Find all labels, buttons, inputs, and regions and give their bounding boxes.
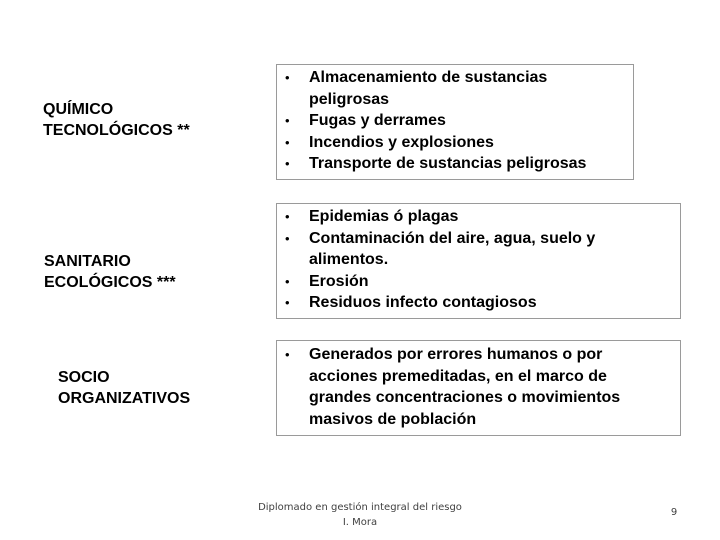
- list-item: [285, 153, 627, 175]
- footer-author: I. Mora: [342, 517, 378, 528]
- bullet-icon: •: [285, 113, 290, 128]
- list-item-line: Erosión: [309, 272, 369, 290]
- bullet-icon: •: [285, 273, 290, 289]
- list-item: [285, 110, 627, 132]
- bullet-icon: •: [285, 70, 290, 85]
- list-item: [285, 228, 674, 271]
- list-item-line: masivos de población: [309, 410, 477, 428]
- list-item-line: Contaminación del aire, agua, suelo y: [309, 229, 596, 247]
- footer-course-name: Diplomado en gestión integral del riesgo: [258, 502, 462, 513]
- list-item-line: Incendios y explosiones: [309, 133, 494, 151]
- category-label-quimico: [43, 99, 190, 141]
- bullet-icon: •: [285, 156, 290, 171]
- bullet-icon: •: [285, 230, 290, 246]
- list-item-line: peligrosas: [309, 90, 390, 108]
- list-item: [285, 292, 674, 314]
- risk-list: [285, 344, 674, 430]
- risk-list: [285, 67, 627, 175]
- category-label-line: ORGANIZATIVOS: [58, 390, 191, 407]
- risk-list-box-sanitario: [276, 203, 681, 319]
- list-item-line: Fugas y derrames: [309, 112, 446, 129]
- list-item: [285, 132, 627, 154]
- list-item-line: Transporte de sustancias peligrosas: [309, 155, 587, 172]
- list-item: [285, 206, 674, 228]
- list-item-line: grandes concentraciones o movimientos: [309, 389, 621, 406]
- category-label-sanitario: [44, 251, 176, 293]
- list-item-line: alimentos.: [309, 251, 389, 268]
- category-label-line: ECOLÓGICOS ***: [44, 274, 176, 291]
- risk-list-box-socio: [276, 340, 681, 436]
- list-item-line: Generados por errores humanos o por: [309, 346, 603, 363]
- category-label-line: TECNOLÓGICOS **: [43, 122, 190, 139]
- list-item: [285, 271, 674, 293]
- list-item-line: Almacenamiento de sustancias: [309, 69, 548, 86]
- risk-list: [285, 206, 674, 314]
- bullet-icon: •: [285, 347, 290, 362]
- slide-footer: [240, 500, 480, 530]
- category-label-line: SOCIO: [58, 369, 110, 386]
- bullet-icon: •: [285, 295, 290, 310]
- category-label-line: QUÍMICO: [43, 101, 114, 118]
- risk-list-box-quimico: [276, 64, 634, 180]
- bullet-icon: •: [285, 134, 290, 150]
- bullet-icon: •: [285, 209, 290, 224]
- page-number: 9: [670, 507, 678, 518]
- category-label-socio: [58, 367, 190, 409]
- list-item-line: Epidemias ó plagas: [309, 208, 459, 225]
- list-item: [285, 67, 627, 110]
- list-item-line: Residuos infecto contagiosos: [309, 294, 537, 311]
- category-label-line: SANITARIO: [44, 253, 131, 270]
- list-item-line: acciones premeditadas, en el marco de: [309, 367, 607, 385]
- list-item: [285, 344, 674, 430]
